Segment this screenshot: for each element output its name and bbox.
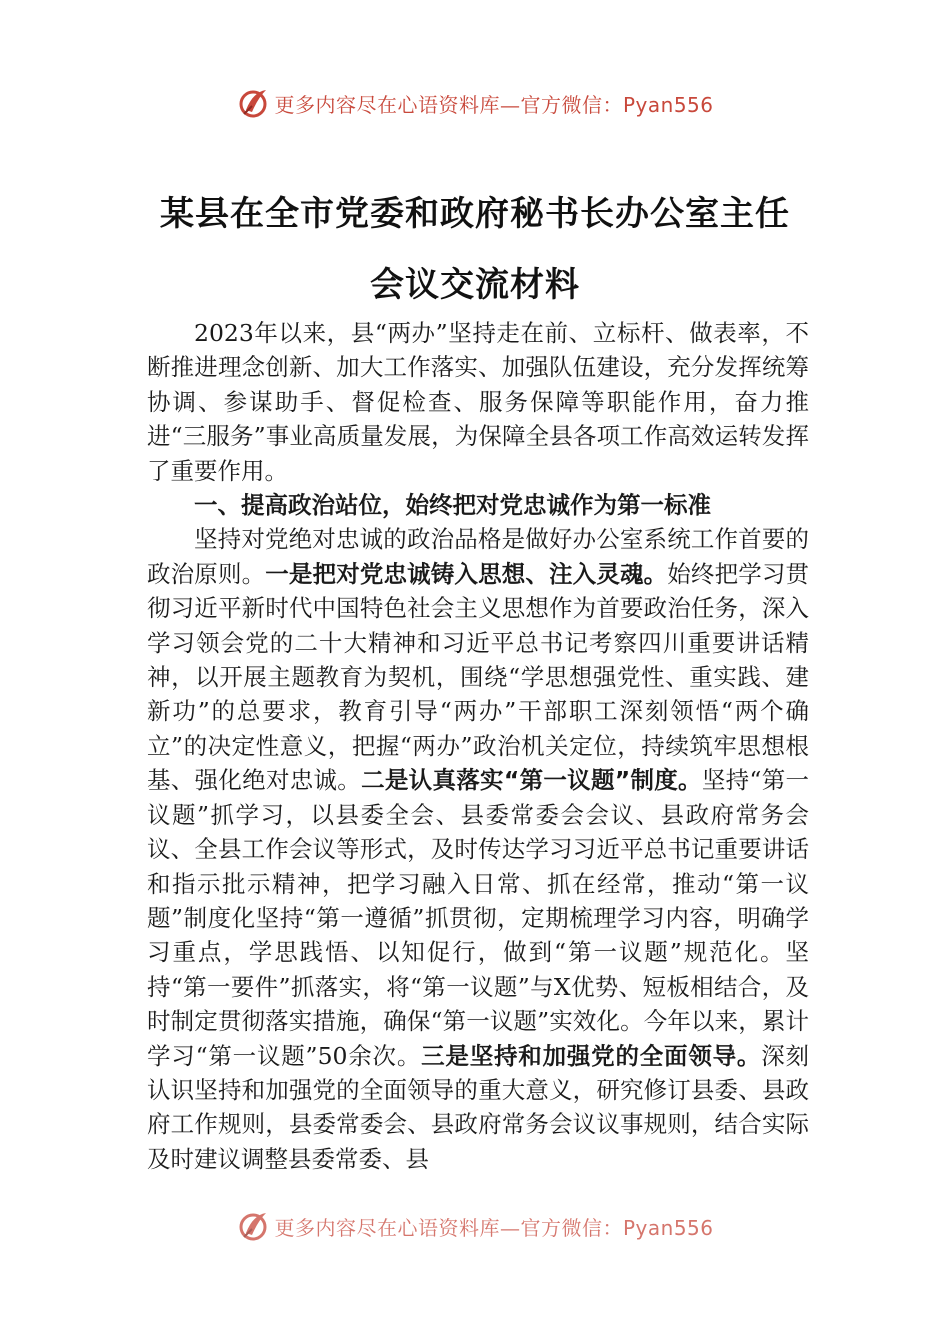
document-body [147, 316, 809, 1176]
point-1-text: 始终把学习贯彻习近平新时代中国特色社会主义思想作为首要政治任务，深入学习领会党的二十大精神和习近平总书记考察四川重要讲话精神，以开展主题教育为契机，围绕“学思想强党性、重实践、建新功”的总要求，教育引导“两办”干部职工深刻领悟“两个确立”的决定性意义，把握“两办”政治机关定位，持续筑牢思想根基、强化绝对忠诚。 [147, 559, 810, 795]
section-1-heading: 一、提高政治站位，始终把对党忠诚作为第一标准 [194, 491, 711, 520]
quill-seal-logo-icon [236, 1209, 270, 1243]
banner-text: 更多内容尽在心语资料库—官方微信：Pyan556 [274, 92, 714, 117]
wechat-id: Pyan556 [622, 1215, 714, 1240]
point-2-text: 坚持“第一议题”抓学习，以县委全会、县委常委会会议、县政府常务会议、全县工作会议等形式，及时传达学习习近平总书记重要讲话和指示批示精神，把学习融入日常、抓在经常，推动“第一议题”制度化坚持“第一遵循”抓贯彻，定期梳理学习内容，明确学习重点，学思践悟、以知促行，做到“第一议题”规范化。坚持“第一要件”抓落实，将“第一议题”与X优势、短板相结合，及时制定贯彻落实措施，确保“第一议题”实效化。今年以来，累计学习“第一议题”50余次。 [147, 766, 810, 1070]
section-1-lead: 坚持对党绝对忠诚的政治品格是做好办公室系统工作首要的政治原则。 [147, 525, 809, 588]
point-3-heading: 三是坚持和加强党的全面领导。 [421, 1041, 762, 1070]
section-1-paragraph [147, 522, 809, 1176]
document-title-line-2: 会议交流材料 [370, 265, 580, 305]
top-watermark-banner [0, 83, 950, 123]
banner-text: 更多内容尽在心语资料库—官方微信：Pyan556 [274, 1215, 714, 1240]
point-3-text: 深刻认识坚持和加强党的全面领导的重大意义，研究修订县委、县政府工作规则，县委常委会、县政府常务会议议事规则，结合实际及时建议调整县委常委、县 [147, 1041, 810, 1173]
wechat-id: Pyan556 [622, 92, 714, 117]
intro-paragraph: 2023年以来，县“两办”坚持走在前、立标杆、做表率，不断推进理念创新、加大工作落实、加强队伍建设，充分发挥统筹协调、参谋助手、督促检查、服务保障等职能作用，奋力推进“三服务”事业高质量发展，为保障全县各项工作高效运转发挥了重要作用。 [147, 319, 809, 485]
bottom-watermark-banner [0, 1206, 950, 1246]
point-1-heading: 一是把对党忠诚铸入思想、注入灵魂。 [265, 559, 668, 588]
document-title-line-1: 某县在全市党委和政府秘书长办公室主任 [160, 194, 790, 234]
quill-seal-logo-icon [236, 86, 270, 120]
point-2-heading: 二是认真落实“第一议题”制度。 [361, 766, 702, 795]
